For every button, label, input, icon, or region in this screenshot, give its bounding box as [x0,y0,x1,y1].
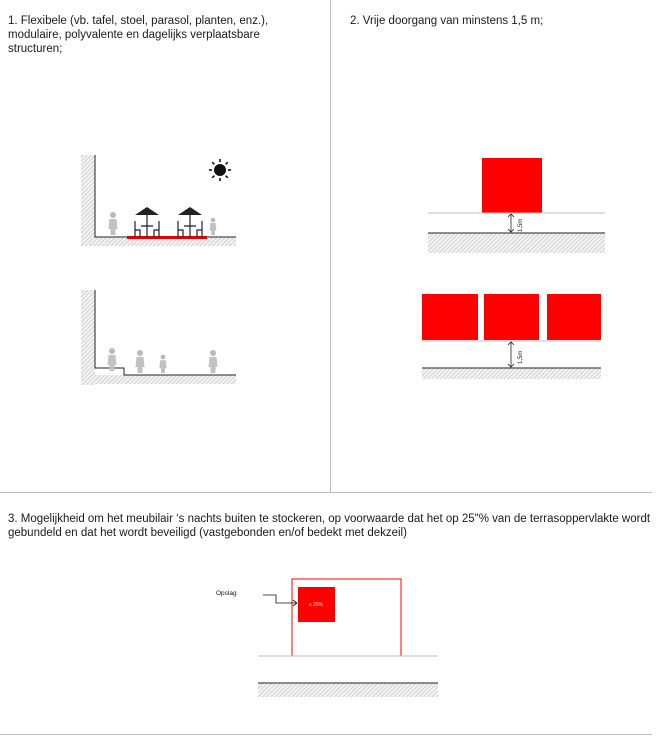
ground-hatch [258,683,438,697]
clearance-label: 1,5m [518,218,524,232]
wall-hatch-night [81,290,95,385]
moon-icon [208,302,225,323]
furniture-block [482,158,542,213]
storage-diagram [216,579,438,697]
clearance-diagram-multiple [422,294,601,379]
storage-percent-label: ≤ 25% [308,602,324,608]
storage-label: Opslag [216,590,237,597]
furniture-block [422,294,478,340]
person-day-2 [210,218,217,235]
person-night-3 [159,355,166,373]
terrace-strip [127,236,207,239]
furniture-block [547,294,601,340]
section-1-caption: 1. Flexibele (vb. tafel, stoel, parasol, planten, enz.), modulaire, polyvalente en dagelijks verplaatsbare structuren; [8,15,269,55]
day-diagram [81,155,236,246]
section-2-caption: 2. Vrije doorgang van minstens 1,5 m; [350,15,544,27]
furniture-block [484,294,539,340]
dimension-arrow [508,342,514,367]
ground-hatch [428,233,605,253]
section-3-caption: 3. Mogelijkheid om het meubilair ‘s nachts buiten te stockeren, op voorwaarde dat het op 25"% van de terrasoppervlakte wordt gebundeld en dat het wordt beveiligd (vastgebonden en/of bedekt met dekzeil) [8,513,651,539]
ground-hatch-night [81,375,236,384]
person-night-4 [209,350,218,373]
clearance-diagram-single [428,158,605,253]
person-day-1 [109,212,118,235]
night-diagram [81,290,236,385]
sun-icon [209,159,231,181]
clearance-label: 1,5m [518,350,524,364]
dimension-arrow [508,214,514,232]
wall-hatch-day [81,155,95,245]
table-set-1 [135,207,159,237]
person-night-2 [136,350,145,373]
ground-hatch [422,368,601,379]
table-set-2 [178,207,202,237]
